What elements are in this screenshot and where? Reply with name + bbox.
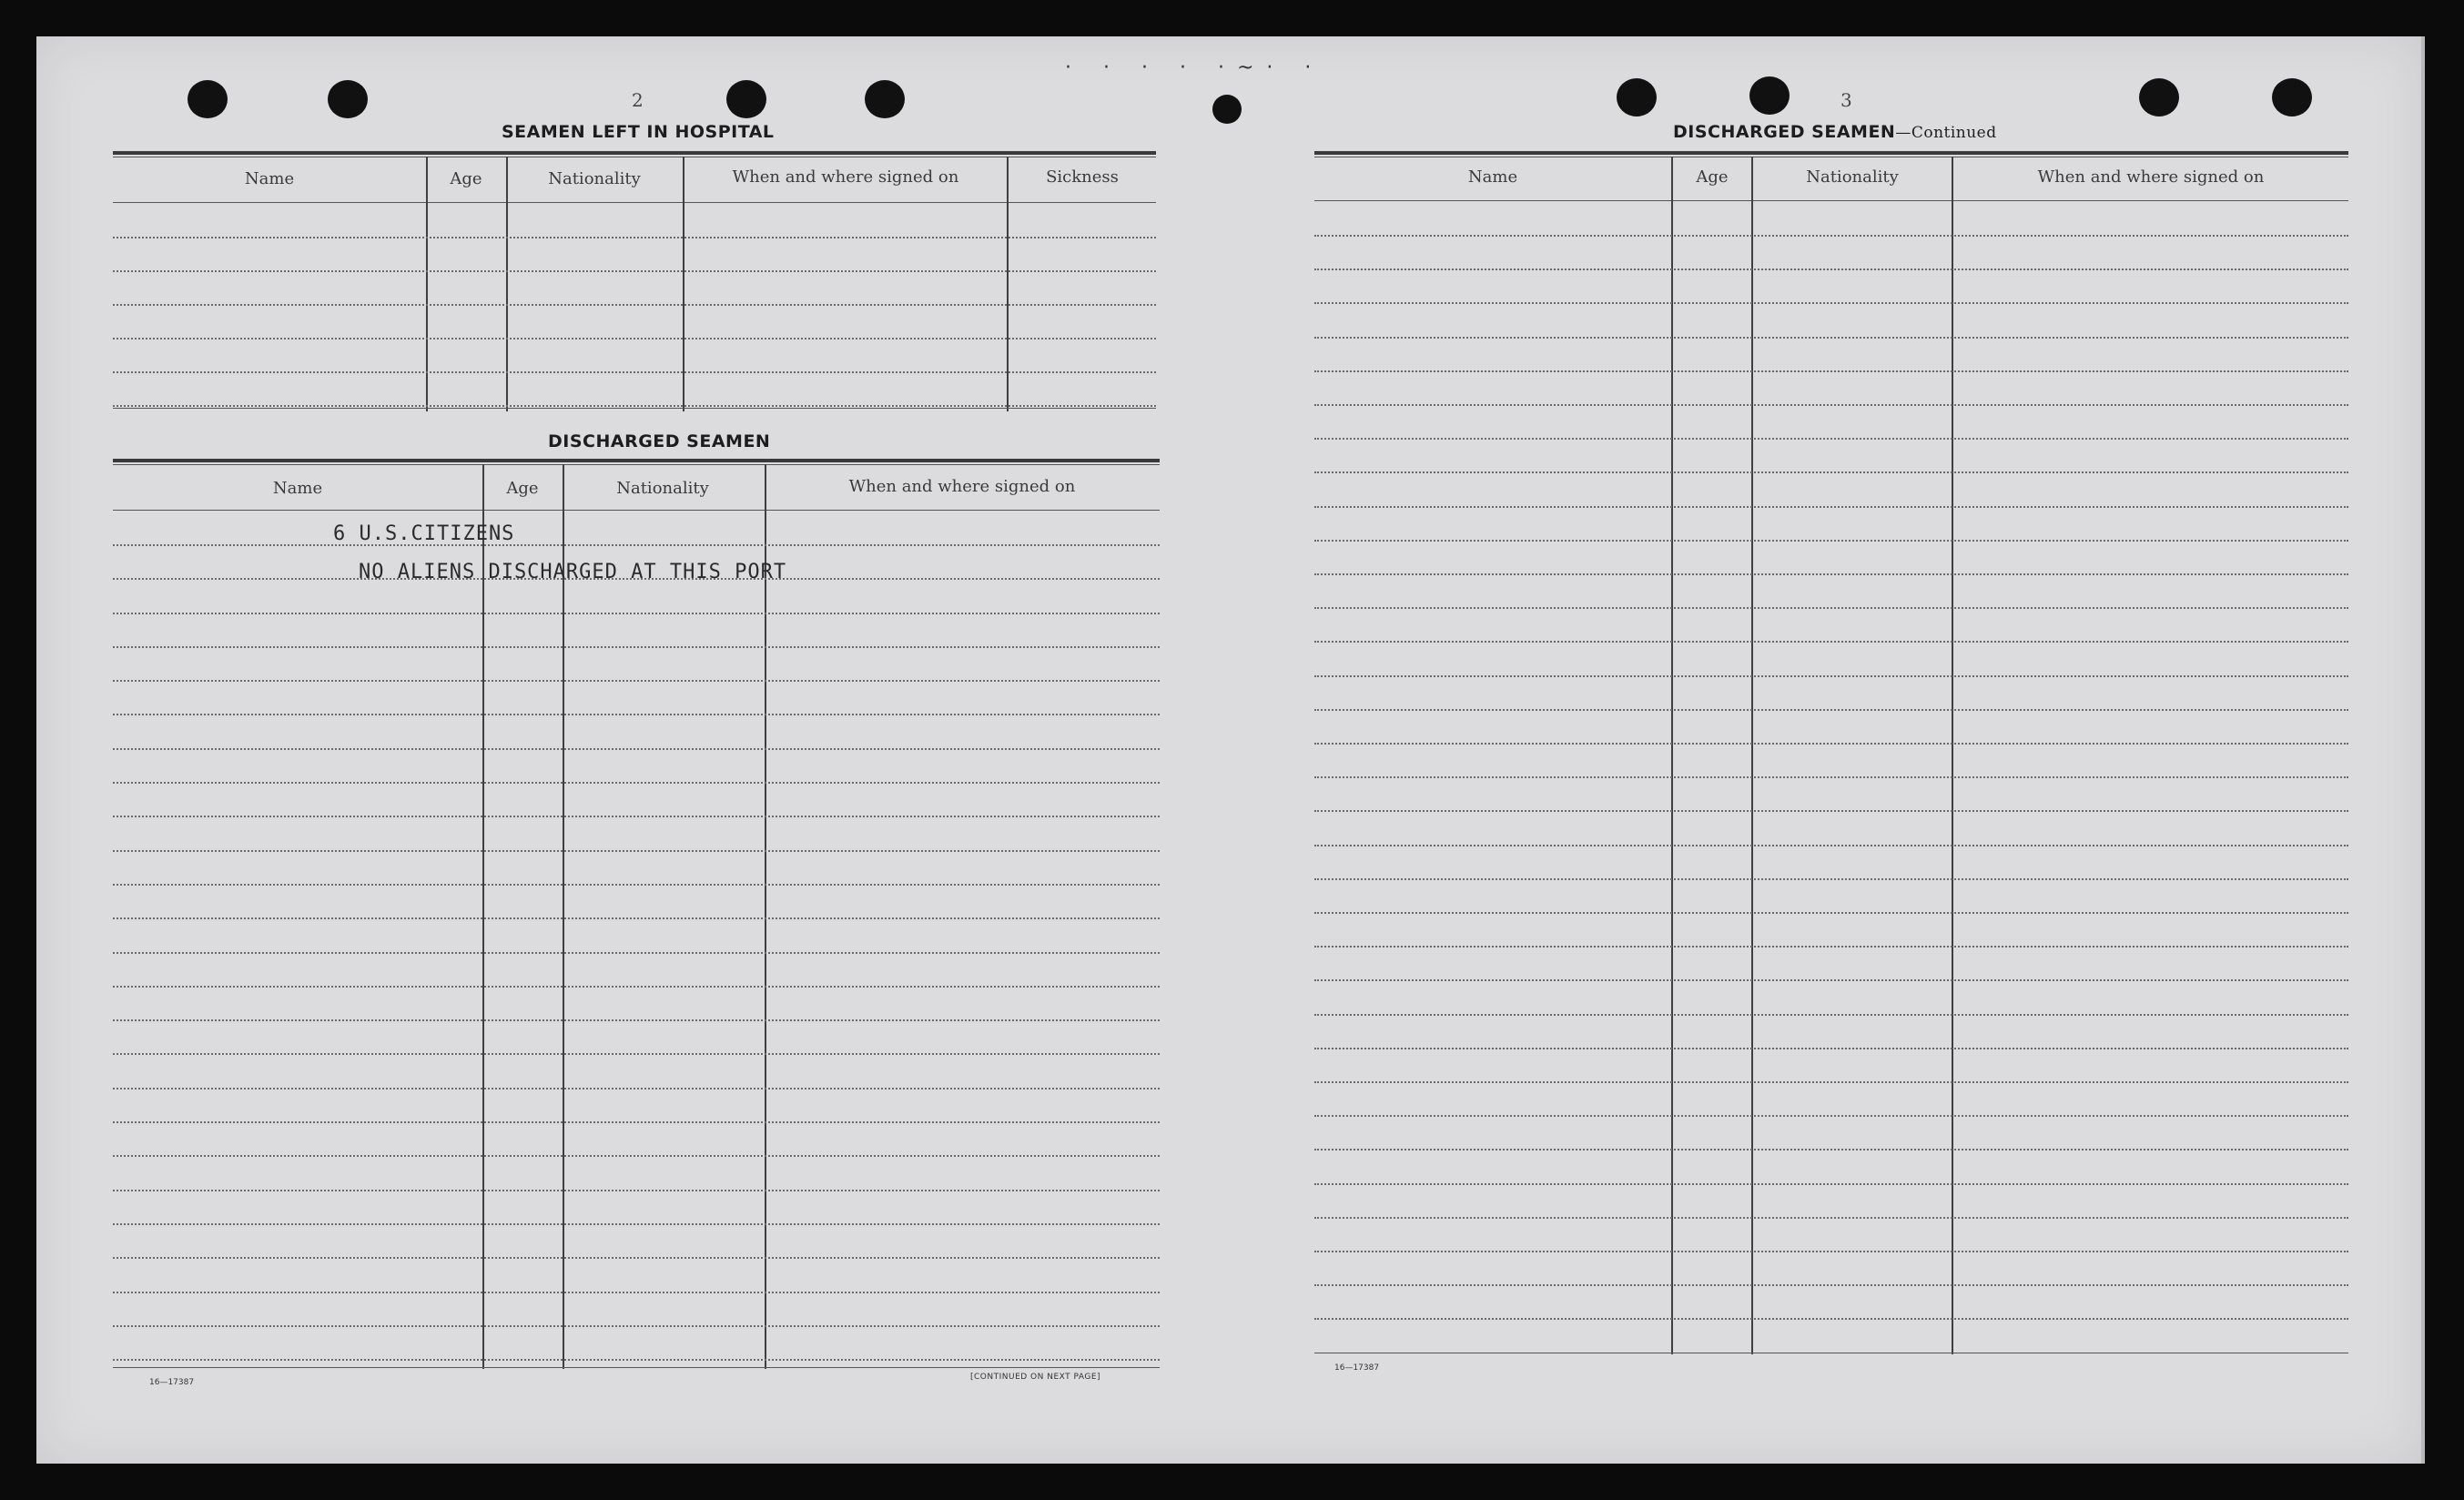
ruled-line (1314, 776, 2348, 778)
punch-hole (2139, 78, 2179, 117)
page-edge (2421, 36, 2425, 1464)
ruled-line (1314, 438, 2348, 440)
ruled-line (113, 304, 1156, 306)
document-sheet (36, 36, 2421, 1464)
discharged-section-title: DISCHARGED SEAMEN (548, 431, 771, 451)
ruled-line (1314, 1183, 2348, 1185)
ruled-line (1314, 1284, 2348, 1286)
ruled-line (113, 884, 1160, 886)
discharged-col-name: Name (272, 479, 323, 498)
hospital-col-nationality: Nationality (548, 169, 641, 188)
ruled-line (1314, 573, 2348, 575)
discharged-header-rule (113, 510, 1160, 511)
discharged-col-nationality: Nationality (616, 479, 709, 498)
punch-hole (726, 80, 766, 118)
right-page-number: 3 (1840, 89, 1852, 111)
ruled-line (1314, 946, 2348, 948)
ruled-line (1314, 845, 2348, 846)
ruled-line (113, 1053, 1160, 1055)
left-page-number: 2 (632, 89, 644, 111)
ruled-line (113, 1088, 1160, 1090)
continued-note: [CONTINUED ON NEXT PAGE] (970, 1373, 1101, 1382)
ruled-line (113, 748, 1160, 750)
ruled-line (113, 1359, 1160, 1361)
ruled-line (1314, 912, 2348, 914)
hospital-divider (426, 157, 428, 411)
right-header-rule (1314, 200, 2348, 201)
hospital-header-rule (113, 202, 1156, 203)
ruled-line (1314, 302, 2348, 304)
ruled-line (113, 613, 1160, 614)
punch-hole (1749, 76, 1790, 115)
ruled-line (1314, 235, 2348, 237)
ruled-line (113, 680, 1160, 682)
right-col-signed-on: When and where signed on (2037, 167, 2265, 187)
right-top-rule (1314, 151, 2348, 155)
ruled-line (1314, 1318, 2348, 1320)
ruled-line (1314, 269, 2348, 270)
ruled-line (113, 1190, 1160, 1191)
ruled-line (1314, 641, 2348, 643)
ruled-line (1314, 1149, 2348, 1150)
ruled-line (1314, 404, 2348, 406)
ruled-line (113, 646, 1160, 648)
ruled-line (1314, 743, 2348, 745)
ruled-line (1314, 1014, 2348, 1016)
ruled-line (113, 850, 1160, 852)
right-col-name: Name (1467, 167, 1518, 187)
right-form-number: 16—17387 (1334, 1363, 1380, 1373)
entry-no-aliens: NO ALIENS DISCHARGED AT THIS PORT (359, 561, 787, 583)
ruled-line (1314, 1115, 2348, 1117)
ruled-line (113, 544, 1160, 546)
ruled-line (113, 1155, 1160, 1157)
ruled-line (113, 405, 1156, 407)
ruled-line (1314, 337, 2348, 339)
ruled-line (113, 1223, 1160, 1225)
ruled-line (113, 1257, 1160, 1259)
ruled-line (113, 270, 1156, 272)
ruled-line (1314, 878, 2348, 880)
discharged-divider (563, 464, 564, 1369)
ruled-line (113, 1121, 1160, 1123)
hospital-col-name: Name (244, 169, 295, 188)
hospital-bottom-rule (113, 408, 1156, 409)
ruled-line (1314, 471, 2348, 473)
ruled-line (113, 816, 1160, 817)
ruled-line (113, 782, 1160, 784)
right-title-main: DISCHARGED SEAMEN (1673, 122, 1896, 142)
ruled-line (113, 1325, 1160, 1327)
ruled-line (1314, 1251, 2348, 1252)
top-specks: · · · · ·~· · (1065, 56, 1324, 79)
discharged-bottom-rule (113, 1367, 1160, 1368)
hospital-divider (506, 157, 508, 411)
right-section-title (1673, 122, 1997, 142)
hospital-col-signed-on: When and where signed on (732, 167, 959, 187)
right-title-suffix: —Continued (1895, 124, 1997, 142)
ruled-line (113, 338, 1156, 340)
punch-hole (2272, 78, 2312, 117)
punch-hole (865, 80, 905, 118)
punch-hole (1617, 78, 1657, 117)
hospital-col-age: Age (450, 169, 482, 188)
ruled-line (113, 917, 1160, 919)
discharged-top-rule-thin (113, 464, 1160, 465)
right-col-nationality: Nationality (1806, 167, 1899, 187)
ruled-line (113, 714, 1160, 715)
discharged-divider (482, 464, 484, 1369)
ruled-line (1314, 370, 2348, 372)
ruled-line (113, 237, 1156, 238)
ruled-line (113, 952, 1160, 954)
entry-us-citizens: 6 U.S.CITIZENS (333, 522, 515, 545)
hospital-top-rule (113, 151, 1156, 155)
ruled-line (1314, 540, 2348, 542)
ruled-line (1314, 506, 2348, 508)
right-col-age: Age (1696, 167, 1729, 187)
punch-hole (188, 80, 228, 118)
punch-hole (328, 80, 368, 118)
ruled-line (113, 1292, 1160, 1293)
discharged-col-age: Age (506, 479, 539, 498)
discharged-top-rule (113, 459, 1160, 462)
ruled-line (113, 1019, 1160, 1021)
ruled-line (113, 371, 1156, 373)
hospital-divider (1007, 157, 1009, 411)
ruled-line (1314, 1048, 2348, 1049)
hospital-divider (683, 157, 684, 411)
discharged-divider (765, 464, 766, 1369)
ruled-line (1314, 709, 2348, 711)
ruled-line (113, 986, 1160, 988)
punch-hole (1212, 95, 1242, 124)
ruled-line (1314, 979, 2348, 981)
ruled-line (1314, 1081, 2348, 1083)
left-form-number: 16—17387 (149, 1378, 195, 1387)
ruled-line (1314, 607, 2348, 609)
discharged-col-signed-on: When and where signed on (848, 477, 1076, 496)
ruled-line (1314, 810, 2348, 812)
hospital-col-sickness: Sickness (1046, 167, 1119, 187)
hospital-section-title: SEAMEN LEFT IN HOSPITAL (502, 122, 775, 142)
ruled-line (1314, 1217, 2348, 1219)
ruled-line (1314, 675, 2348, 677)
